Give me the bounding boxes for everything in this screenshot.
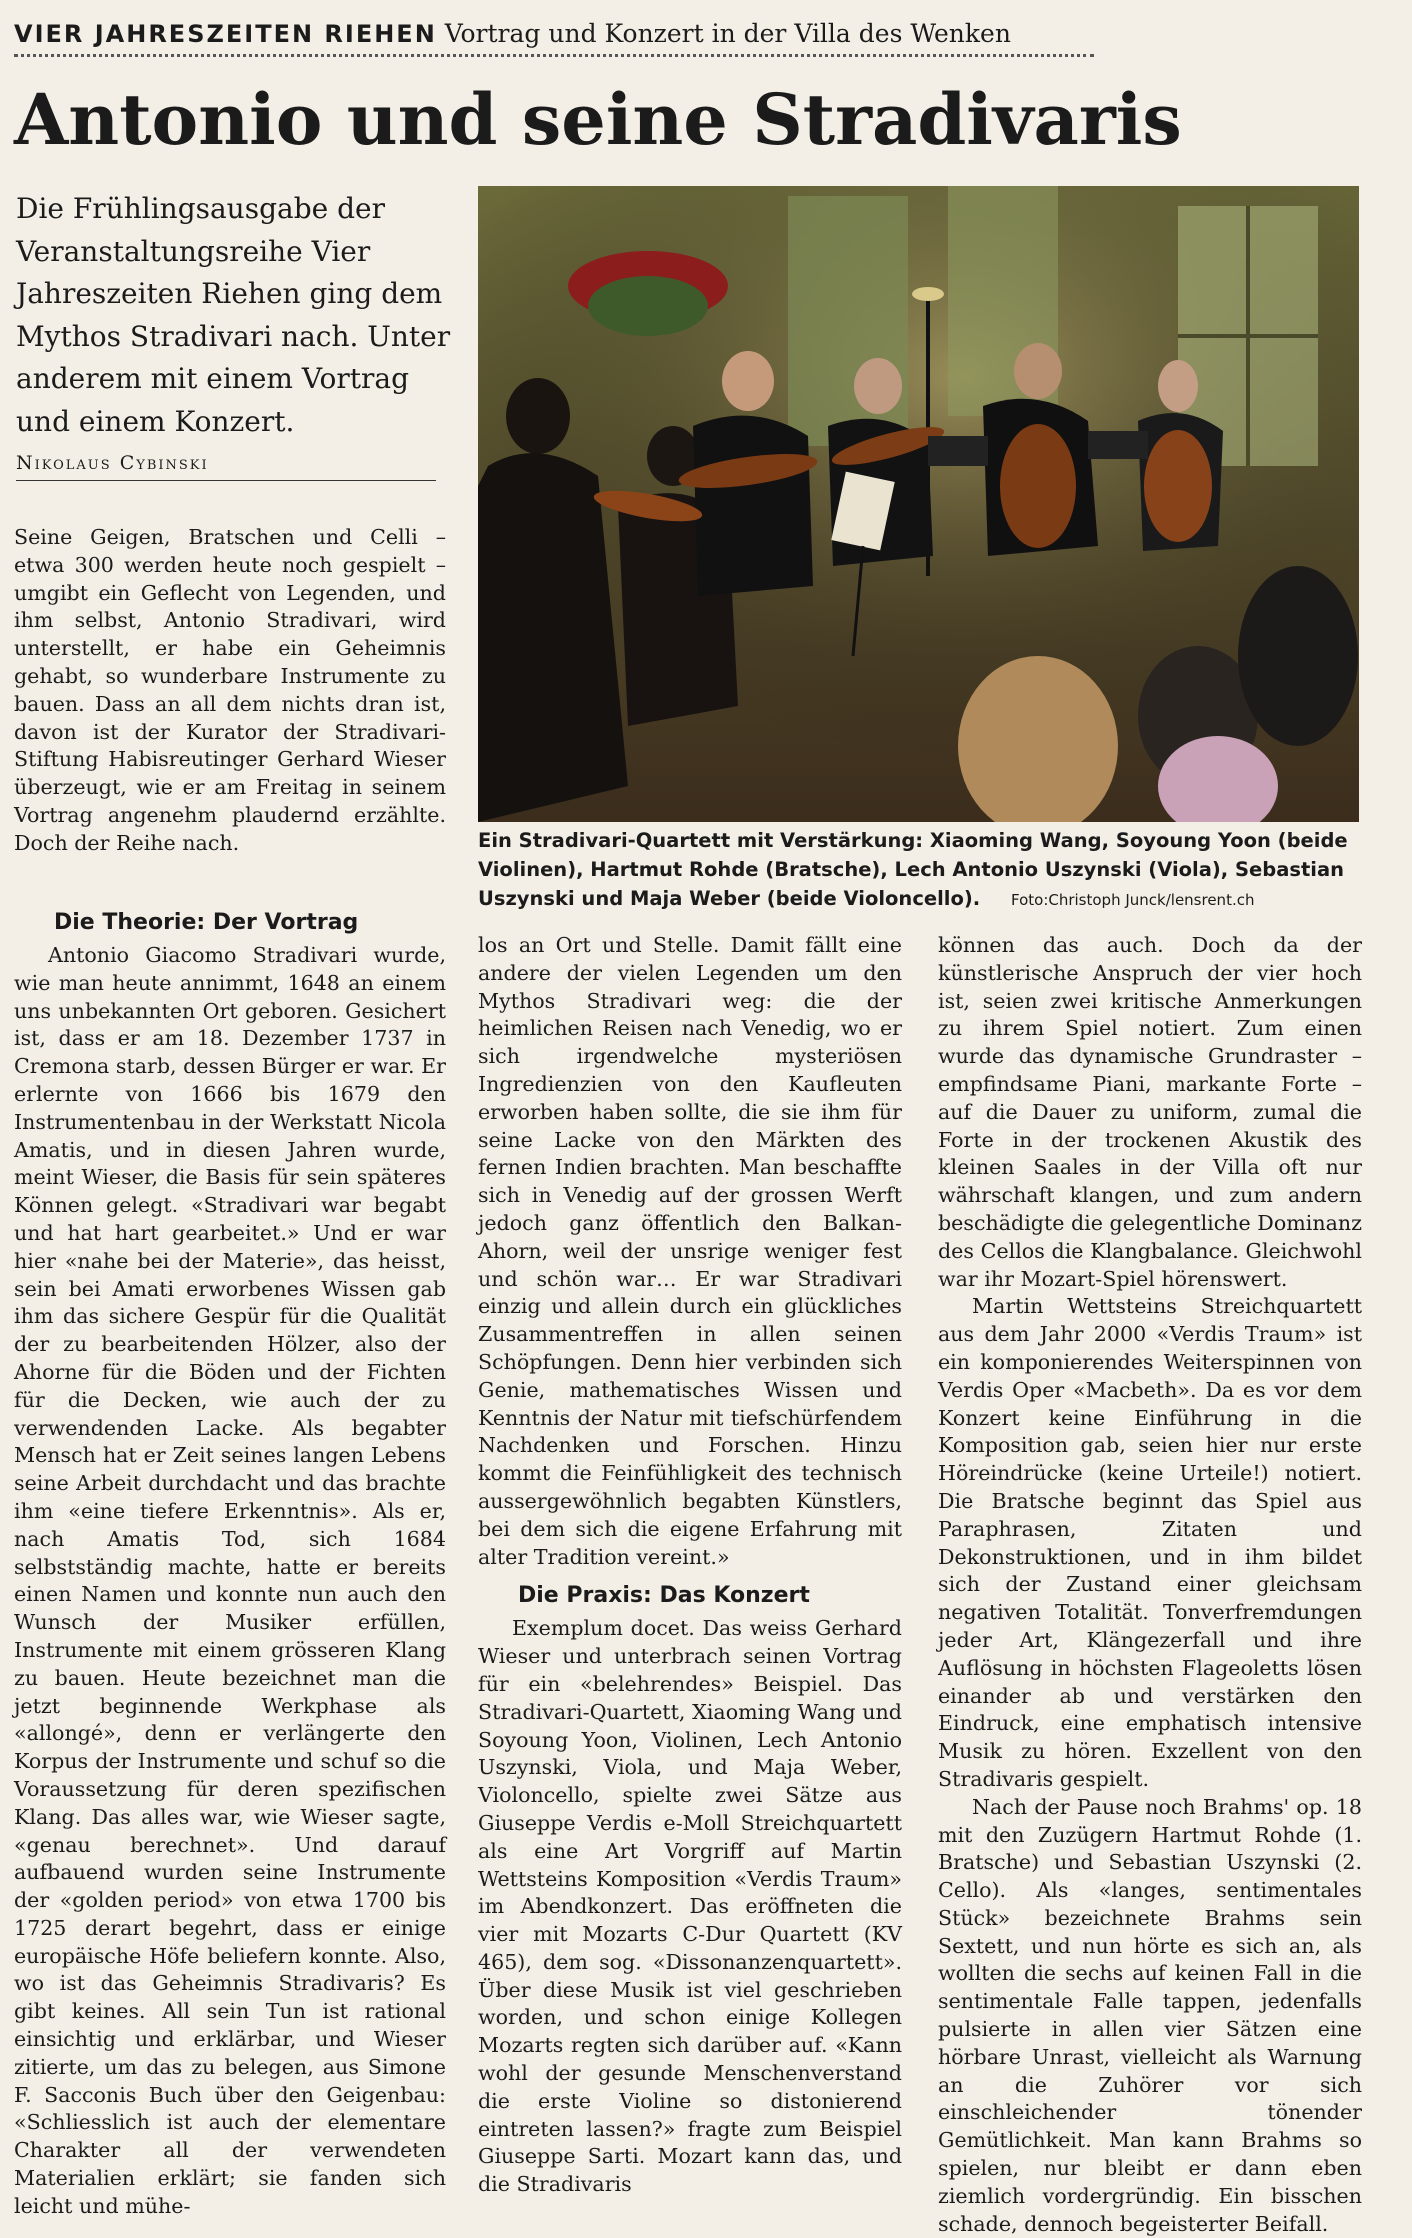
intro-paragraph bbox=[14, 524, 446, 858]
section-heading-practice: Die Praxis: Das Konzert bbox=[518, 1583, 810, 1609]
article-lead: Die Frühlingsausgabe der Veranstaltungsreihe Vier Jahreszeiten Riehen ging dem Mythos Stradivari nach. Unter anderem mit einem Vortrag und einem Konzert. bbox=[16, 192, 451, 438]
photo-caption bbox=[478, 826, 1360, 915]
rubric-kicker: VIER JAHRESZEITEN RIEHEN bbox=[14, 20, 437, 48]
article-column-3 bbox=[938, 932, 1362, 2238]
concert-photo bbox=[478, 186, 1359, 822]
photo-credit: Foto:Christoph Junck/lensrent.ch bbox=[1010, 891, 1255, 909]
concert-photo-illustration bbox=[478, 186, 1359, 822]
rubric-subtitle: Vortrag und Konzert in der Villa des Wenken bbox=[444, 19, 1011, 48]
article-column-1 bbox=[14, 898, 446, 2221]
article-column-2 bbox=[478, 932, 902, 2199]
article-headline: Antonio und seine Stradivaris bbox=[14, 78, 1182, 161]
paragraph-brahms: Nach der Pause noch Brahms' op. 18 mit den Zuzügern Hartmut Rohde (1. Bratsche) und Sebastian Uszynski (2. Cello). Als «langes, sentimentales Stück» bezeichnete Brahms sein Sextett, und nun hörte es sich an, als wollten die sechs auf keinen Fall in die sentimentale Falle tappen, jedenfalls pulsierte in allen vier Sätzen eine hörbare Unrast, vielleicht als Warnung an die Zuhörer vor sich einschleichender tönender Gemütlichkeit. Man kann Brahms so spielen, nur bleibt er dann eben ziemlich vordergründig. Ein bisschen schade, dennoch begeisterter Beifall. bbox=[938, 1794, 1362, 2236]
intro-text: Seine Geigen, Bratschen und Celli – etwa 300 werden heute noch gespielt – umgibt ein Geflecht von Legenden, und ihm selbst, Antonio Stradivari, wird unterstellt, er habe ein Geheimnis gehabt, so wunderbare Instrumente zu bauen. Dass an all dem nichts dran ist, davon ist der Kurator der Stradivari-Stiftung Habisreutinger Gerhard Wieser überzeugt, wie er am Freitag in seinem Vortrag angenehm plaudernd erzählte. Doch der Reihe nach. bbox=[14, 525, 446, 855]
paragraph-verdis-traum: Martin Wettsteins Streichquartett aus dem Jahr 2000 «Verdis Traum» ist ein komponierendes Weiterspinnen von Verdis Oper «Macbeth». Da es vor dem Konzert keine Einführung in die Komposition gab, seien hier nur erste Höreindrücke (keine Urteile!) notiert. Die Bratsche beginnt das Spiel aus Paraphrasen, Zitaten und Dekonstruktionen, und in ihm bildet sich der Zustand einer gleichsam negativen Totalität. Tonverfremdungen jeder Art, Klängezerfall und ihre Auflösung in höchsten Flageoletts lösen einander ab und verstärken den Eindruck, eine emphatisch intensive Musik zu hören. Exzellent von den Stradivaris gespielt. bbox=[938, 1294, 1362, 1791]
section-practice-continuation: können das auch. Doch da der künstlerische Anspruch der vier hoch ist, seien zwei kritische Anmerkungen zu ihrem Spiel notiert. Zum einen wurde das dynamische Grundraster – empfindsame Piani, markante Forte – auf die Dauer zu uniform, zumal die Forte in der trockenen Akustik des kleinen Saales in der Villa oft nur währschaft klangen, und zum andern beschädigte die gelegentliche Dominanz des Cellos die Klangbalance. Gleichwohl war ihr Mozart-Spiel hörenswert. bbox=[938, 933, 1362, 1291]
section-rubric bbox=[14, 16, 1094, 57]
caption-text: Ein Stradivari-Quartett mit Verstärkung: Xiaoming Wang, Soyoung Yoon (beide Violinen), Hartmut Rohde (Bratsche), Lech Antonio Uszynski (Viola), Sebastian Uszynski und Maja Weber (beide Violoncello). bbox=[478, 829, 1348, 910]
author-byline: Nikolaus Cybinski bbox=[16, 452, 436, 481]
section-practice-text: Exemplum docet. Das weiss Gerhard Wieser und unterbrach seinen Vortrag für ein «belehrendes» Beispiel. Das Stradivari-Quartett, Xiaoming Wang und Soyoung Yoon, Violinen, Lech Antonio Uszynski, Viola, und Maja Weber, Violoncello, spielte zwei Sätze aus Giuseppe Verdis e-Moll Streichquartett als eine Art Vorgriff auf Martin Wettsteins Komposition «Verdis Traum» im Abendkonzert. Das eröffneten die vier mit Mozarts C-Dur Quartett (KV 465), dem sog. «Dissonanzenquartett». Über diese Musik ist viel geschrieben worden, und schon einige Kollegen Mozarts regten sich darüber auf. «Kann wohl der gesunde Menschenverstand die erste Violine so distonierend eintreten lassen?» fragte zum Beispiel Giuseppe Sarti. Mozart kann das, und die Stradivaris bbox=[478, 1616, 902, 2197]
section-theory-text: Antonio Giacomo Stradivari wurde, wie man heute annimmt, 1648 an einem uns unbekannten Ort geboren. Gesichert ist, dass er am 18. Dezember 1737 in Cremona starb, dessen Bürger er war. Er erlernte von 1666 bis 1679 den Instrumentenbau in der Werkstatt Nicola Amatis, und in diesen Jahren wurde, meint Wieser, die Basis für sein späteres Können gelegt. «Stradivari war begabt und hat hart gearbeitet.» Und er war hier «nahe bei der Materie», das heisst, sein bei Amati erworbenes Wissen gab ihm das sichere Gespür für die Qualität der zu bearbeitenden Hölzer, also der Ahorne für die Böden und der Fichten für die Decken, wie auch der zu verwendenden Lacke. Als begabter Mensch hat er Zeit seines langen Lebens seine Arbeit durchdacht und das brachte ihm «eine tiefere Erkenntnis». Als er, nach Amatis Tod, sich 1684 selbstständig machte, hatte er bereits einen Namen und konnte nun auch den Wunsch der Musiker erfüllen, Instrumente mit einem grösseren Klang zu bauen. Heute bezeichnet man die jetzt beginnende Werkphase als «allongé», denn er verlängerte den Korpus der Instrumente und schuf so die Voraussetzung für deren spezifischen Klang. Das alles war, wie Wieser sagte, «genau berechnet». Und darauf aufbauend wurden seine Instrumente der «golden period» von etwa 1700 bis 1725 derart begehrt, dass er einige europäische Höfe beliefern konnte. Also, wo ist das Geheimnis Stradivaris? Es gibt keines. All sein Tun ist rational einsichtig und erklärbar, und Wieser zitierte, um das zu belegen, aus Simone F. Sacconis Buch über den Geigenbau: «Schliesslich ist auch der elementare Charakter all der verwendeten Materialien erklärt; sie fanden sich leicht und mühe- bbox=[14, 943, 446, 2218]
section-theory-continuation: los an Ort und Stelle. Damit fällt eine andere der vielen Legenden um den Mythos Stradivari weg: die der heimlichen Reisen nach Venedig, wo er sich irgendwelche mysteriösen Ingredienzien von den Kaufleuten erworben haben sollte, die sie ihm für seine Lacke von den Märkten des fernen Indien brachten. Man beschaffte sich in Venedig auf der grossen Werft jedoch ganz öffentlich den Balkan-Ahorn, weil der unsrige weniger fest und schön war… Er war Stradivari einzig und allein durch ein glückliches Zusammentreffen in allen seinen Schöpfungen. Denn hier verbinden sich Genie, mathematisches Wissen und Kenntnis der Natur mit tiefschürfendem Nachdenken und Forschen. Hinzu kommt die Feinfühligkeit des technisch aussergewöhnlich begabten Künstlers, bei dem sich die eigene Erfahrung mit alter Tradition vereint.» bbox=[478, 933, 902, 1569]
section-heading-theory: Die Theorie: Der Vortrag bbox=[54, 910, 359, 935]
